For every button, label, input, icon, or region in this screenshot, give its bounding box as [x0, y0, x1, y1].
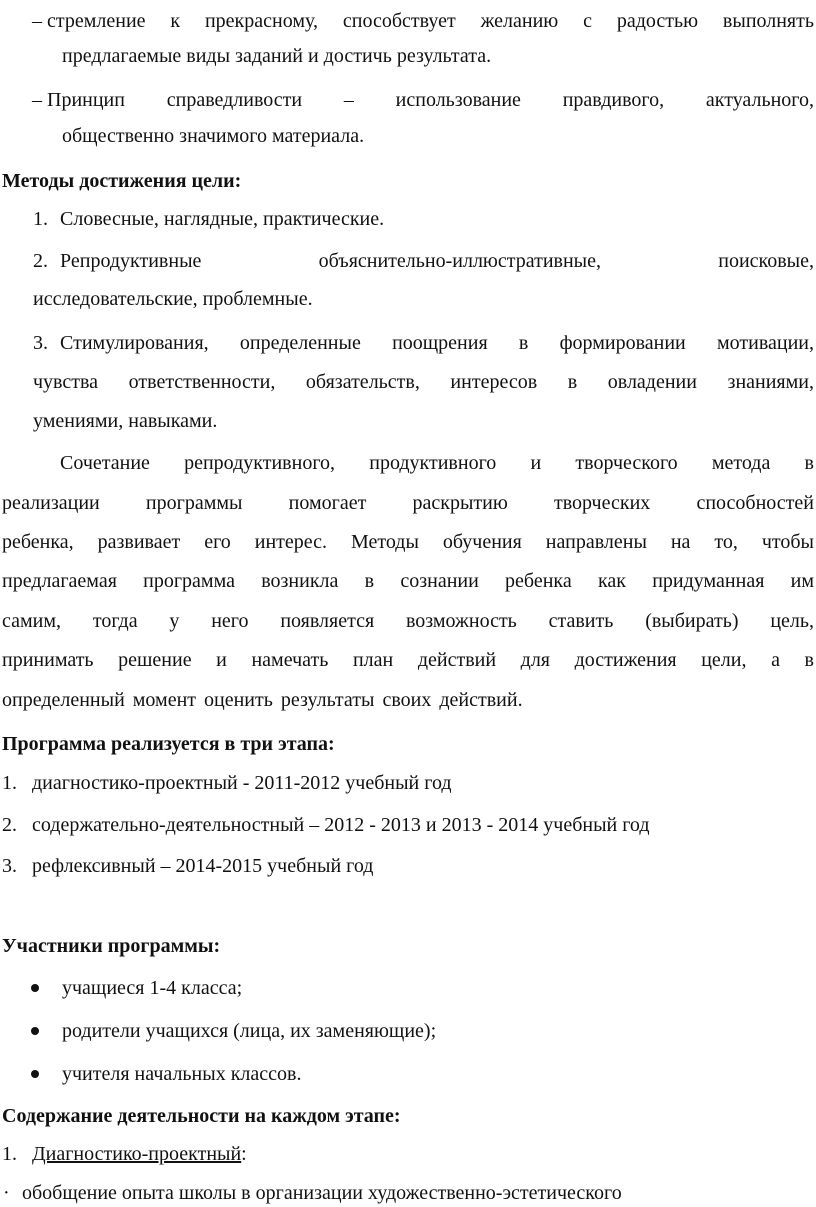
methods-item-1-text: Словесные, наглядные, практические.: [60, 208, 385, 230]
principle-item-2-line-2: общественно значимого материала.: [62, 125, 365, 147]
dash-marker: –: [32, 89, 42, 111]
sub-bullet-icon: ·: [3, 1182, 10, 1204]
content-item-1-number: 1.: [2, 1143, 17, 1165]
methods-item-3-line-2: чувства ответственности, обязательств, интересов в овладении знаниями,: [33, 371, 814, 393]
participants-item-3: учителя начальных классов.: [62, 1063, 302, 1085]
paragraph-line-4: предлагаемая программа возникла в сознании ребенка как придуманная им: [2, 570, 814, 592]
methods-item-2-line-2: исследовательские, проблемные.: [33, 288, 313, 310]
stages-heading: Программа реализуется в три этапа:: [2, 733, 335, 755]
content-item-1-colon: :: [241, 1143, 247, 1165]
methods-heading: Методы достижения цели:: [2, 170, 242, 192]
methods-item-3-line-3: умениями, навыками.: [33, 410, 218, 432]
participants-item-2: родители учащихся (лица, их заменяющие);: [62, 1020, 437, 1042]
paragraph-line-6: принимать решение и намечать план действий для достижения цели, а в: [2, 649, 814, 671]
stages-item-2-number: 2.: [2, 814, 17, 836]
bullet-icon: [31, 1027, 39, 1035]
stages-item-2-text: содержательно-деятельностный – 2012 - 2013 и 2013 - 2014 учебный год: [32, 814, 650, 836]
stages-item-3-text: рефлексивный – 2014-2015 учебный год: [32, 855, 374, 877]
participants-item-1: учащиеся 1-4 класса;: [62, 977, 243, 999]
paragraph-line-7: определенный момент оценить результаты своих действий.: [2, 689, 523, 711]
methods-item-3-number: 3.: [33, 332, 48, 354]
participants-heading: Участники программы:: [2, 935, 221, 957]
bullet-icon: [31, 1070, 39, 1078]
stages-item-1-number: 1.: [2, 772, 17, 794]
methods-item-3-line-1: Стимулирования, определенные поощрения в формировании мотивации,: [60, 332, 814, 354]
content-item-1-title: Диагностико-проектный: [32, 1143, 242, 1165]
paragraph-line-5: самим, тогда у него появляется возможность ставить (выбирать) цель,: [2, 610, 814, 632]
methods-item-2-number: 2.: [33, 250, 48, 272]
dash-marker: –: [32, 10, 42, 32]
content-sub-item-text: обобщение опыта школы в организации художественно-эстетического: [22, 1182, 622, 1204]
stages-item-1-text: диагностико-проектный - 2011-2012 учебный год: [32, 772, 452, 794]
content-item-1-label: [32, 1142, 247, 1166]
principle-item-2-line-1: Принцип справедливости – использование правдивого, актуального,: [47, 89, 814, 111]
methods-item-2-line-1: Репродуктивные объяснительно-иллюстративные, поисковые,: [60, 250, 814, 272]
bullet-icon: [31, 984, 39, 992]
stages-item-3-number: 3.: [2, 855, 17, 877]
paragraph-line-3: ребенка, развивает его интерес. Методы обучения направлены на то, чтобы: [2, 531, 814, 553]
methods-item-1-number: 1.: [33, 208, 48, 230]
paragraph-line-2: реализации программы помогает раскрытию творческих способностей: [2, 492, 814, 514]
principle-item-1-line-1: стремление к прекрасному, способствует желанию с радостью выполнять: [47, 10, 814, 32]
paragraph-line-1: Сочетание репродуктивного, продуктивного и творческого метода в: [60, 452, 814, 474]
principle-item-1-line-2: предлагаемые виды заданий и достичь результата.: [62, 45, 492, 67]
content-heading: Содержание деятельности на каждом этапе:: [2, 1105, 401, 1127]
